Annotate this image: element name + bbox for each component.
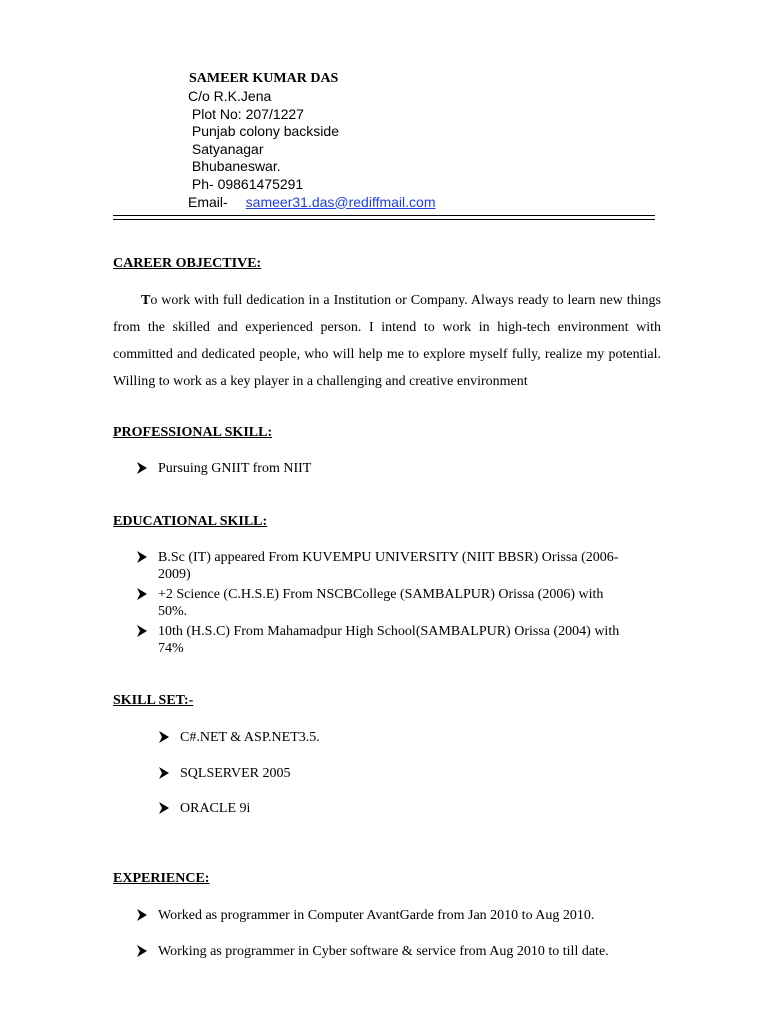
professional-skill-heading: PROFESSIONAL SKILL: <box>113 425 273 440</box>
list-item-text-line: 10th (H.S.C) From Mahamadpur High School(SAMBALPUR) Orissa (2004) with <box>158 624 620 639</box>
objective-body: o work with full dedication in a Institution or Company. Always ready to learn new things from the skilled and experienced person. I intend to work in high-tech environment with committed and dedicated people, who will help me to explore myself fully, realize my potential. Willing to work as a key player in a challenging and creative environment <box>113 293 661 389</box>
list-item <box>158 729 558 746</box>
heading-colon: : <box>256 256 262 271</box>
address-line: Punjab colony backside <box>188 123 339 140</box>
list-item-text-line: +2 Science (C.H.S.E) From NSCBCollege (SAMBALPUR) Orissa (2006) with <box>158 587 604 602</box>
arrowhead-bullet-icon <box>136 908 148 922</box>
list-item-text: Worked as programmer in Computer AvantGarde from Jan 2010 to Aug 2010. <box>158 908 595 923</box>
list-item <box>136 460 656 477</box>
list-item <box>136 586 666 620</box>
heading-colon: : <box>262 514 268 529</box>
email-label: Email- <box>188 193 228 210</box>
career-objective-heading <box>113 256 261 272</box>
objective-first-letter: T <box>141 293 151 308</box>
list-item-text: Pursuing GNIIT from NIIT <box>158 461 312 476</box>
list-item-text-line: 50%. <box>158 604 188 619</box>
header-divider-thick <box>113 215 655 216</box>
address-line: Plot No: 207/1227 <box>188 105 304 122</box>
email-row <box>188 194 435 211</box>
list-item <box>136 907 676 924</box>
header-divider-thin <box>113 219 655 220</box>
arrowhead-bullet-icon <box>158 766 170 780</box>
career-objective-text <box>113 287 661 395</box>
address-line: Bhubaneswar. <box>188 158 281 175</box>
address-block <box>188 88 435 194</box>
list-item <box>158 800 558 817</box>
experience-heading: EXPERIENCE: <box>113 871 210 886</box>
arrowhead-bullet-icon <box>136 624 148 638</box>
list-item <box>136 623 666 657</box>
arrowhead-bullet-icon <box>136 944 148 958</box>
list-item <box>136 943 696 960</box>
educational-skill-heading <box>113 514 267 530</box>
arrowhead-bullet-icon <box>136 587 148 601</box>
list-item-text: Working as programmer in Cyber software & service from Aug 2010 to till date. <box>158 944 609 959</box>
contact-header <box>188 70 435 211</box>
list-item <box>158 765 558 782</box>
list-item-text: ORACLE 9i <box>180 801 251 816</box>
skill-set-heading: SKILL SET:- <box>113 693 194 708</box>
list-item-text-line: B.Sc (IT) appeared From KUVEMPU UNIVERSITY (NIIT BBSR) Orissa (2006- <box>158 550 619 565</box>
list-item <box>136 549 666 583</box>
list-item-text-line: 74% <box>158 641 184 656</box>
educational-skill-heading-text: EDUCATIONAL SKILL <box>113 514 263 529</box>
arrowhead-bullet-icon <box>136 461 148 475</box>
address-line: Satyanagar <box>188 140 264 157</box>
list-item-text: SQLSERVER 2005 <box>180 766 291 781</box>
phone-line: Ph- 09861475291 <box>188 175 304 192</box>
arrowhead-bullet-icon <box>158 730 170 744</box>
arrowhead-bullet-icon <box>158 801 170 815</box>
arrowhead-bullet-icon <box>136 550 148 564</box>
candidate-name: SAMEER KUMAR DAS <box>189 71 339 86</box>
address-line: C/o R.K.Jena <box>188 88 272 104</box>
career-objective-heading-text: CAREER OBJECTIVE <box>113 256 257 271</box>
email-link[interactable]: sameer31.das@rediffmail.com <box>245 193 436 210</box>
list-item-text-line: 2009) <box>158 567 191 582</box>
list-item-text: C#.NET & ASP.NET3.5. <box>180 730 320 745</box>
